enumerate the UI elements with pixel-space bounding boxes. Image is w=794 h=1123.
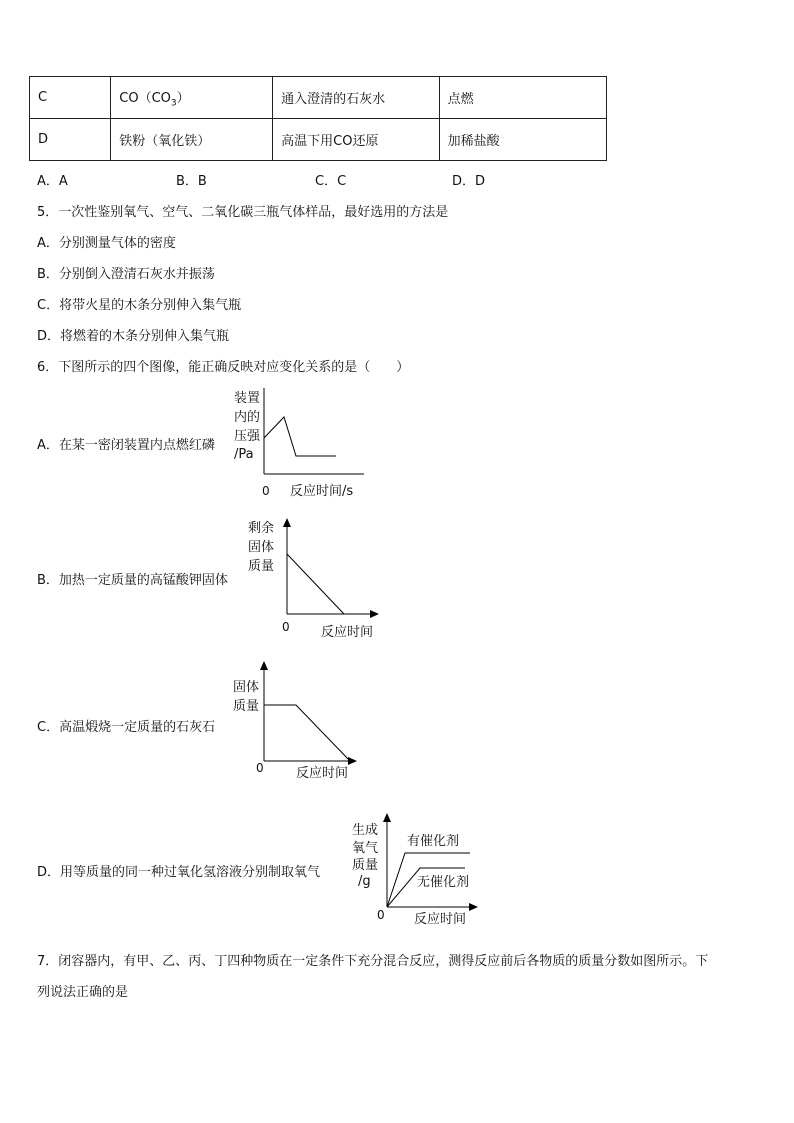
graph-b-origin: 0 bbox=[282, 620, 290, 634]
graph-d-ylabel: 生成 bbox=[352, 823, 379, 838]
q6-stem: 6．下图所示的四个图像，能正确反映对应变化关系的是（ ） bbox=[37, 360, 410, 375]
row-label: D bbox=[30, 119, 111, 161]
graph-b-ylabel: 剩余 bbox=[248, 521, 275, 536]
q7-stem-line2: 列说法正确的是 bbox=[37, 985, 129, 1000]
graph-c-xlabel: 反应时间 bbox=[296, 766, 349, 781]
q6-option-d: D．用等质量的同一种过氧化氢溶液分别制取氧气 bbox=[37, 865, 321, 880]
graph-d-ylabel: 氧气 bbox=[352, 841, 379, 856]
graph-a-xlabel: 反应时间/s bbox=[290, 484, 354, 499]
graph-c-origin: 0 bbox=[256, 761, 264, 775]
graph-d-ylabel: /g bbox=[358, 874, 371, 889]
table-row bbox=[30, 119, 607, 161]
graph-b bbox=[244, 514, 389, 642]
q5-option-d: D．将燃着的木条分别伸入集气瓶 bbox=[37, 329, 230, 344]
graph-a-origin: 0 bbox=[262, 484, 270, 498]
graph-d-ylabel: 质量 bbox=[352, 858, 379, 873]
graph-c-ylabel: 质量 bbox=[233, 699, 260, 714]
graph-a-ylabel: /Pa bbox=[234, 447, 254, 462]
method2-cell: 点燃 bbox=[439, 77, 606, 119]
graph-a-ylabel: 装置 bbox=[234, 391, 261, 406]
q4-choice-a: A．A bbox=[37, 174, 68, 189]
q5-option-b: B．分别倒入澄清石灰水并振荡 bbox=[37, 267, 215, 282]
q6-option-c: C．高温煅烧一定质量的石灰石 bbox=[37, 720, 216, 735]
graph-a-ylabel: 压强 bbox=[234, 429, 261, 444]
graph-b-curve bbox=[287, 554, 344, 614]
graph-c-y-arrow bbox=[260, 661, 268, 670]
q5-option-a: A．分别测量气体的密度 bbox=[37, 236, 176, 251]
graph-b-x-arrow bbox=[370, 610, 379, 618]
graph-a-curve bbox=[264, 417, 336, 456]
q4-choice-b: B．B bbox=[176, 174, 207, 189]
q5-option-c: C．将带火星的木条分别伸入集气瓶 bbox=[37, 298, 242, 313]
graph-d-curve-no-catalyst-label: 无催化剂 bbox=[417, 875, 470, 890]
graph-a-ylabel: 内的 bbox=[234, 410, 261, 425]
graph-d-x-arrow bbox=[469, 903, 478, 911]
graph-d bbox=[350, 808, 490, 930]
options-table bbox=[29, 76, 607, 161]
graph-d-y-arrow bbox=[383, 813, 391, 822]
q4-choice-c: C．C bbox=[315, 174, 347, 189]
substance-cell: 铁粉（氧化铁） bbox=[111, 119, 273, 161]
method1-cell: 通入澄清的石灰水 bbox=[273, 77, 439, 119]
graph-c-ylabel: 固体 bbox=[233, 680, 260, 695]
substance-cell: $CO(CO_3)$ bbox=[111, 77, 273, 119]
graph-c-curve bbox=[264, 705, 350, 761]
graph-d-xlabel: 反应时间 bbox=[414, 912, 467, 927]
graph-b-ylabel: 固体 bbox=[248, 540, 275, 555]
graph-b-xlabel: 反应时间 bbox=[321, 625, 374, 640]
graph-d-origin: 0 bbox=[377, 908, 385, 922]
graph-d-curve-catalyst-label: 有催化剂 bbox=[407, 834, 460, 849]
table-row bbox=[30, 77, 607, 119]
graph-c bbox=[228, 656, 368, 784]
q6-option-a: A．在某一密闭装置内点燃红磷 bbox=[37, 438, 215, 453]
graph-a bbox=[228, 386, 368, 502]
method1-cell: 高温下用CO还原 bbox=[273, 119, 439, 161]
q7-stem-line1: 7．闭容器内，有甲、乙、丙、丁四种物质在一定条件下充分混合反应，测得反应前后各物质的质量分数如图所示。下 bbox=[37, 954, 709, 969]
q6-option-b: B．加热一定质量的高锰酸钾固体 bbox=[37, 573, 228, 588]
row-label: C bbox=[30, 77, 111, 119]
graph-b-y-arrow bbox=[283, 518, 291, 527]
graph-b-ylabel: 质量 bbox=[248, 559, 275, 574]
q4-choice-d: D．D bbox=[452, 174, 486, 189]
method2-cell: 加稀盐酸 bbox=[439, 119, 606, 161]
q5-stem: 5．一次性鉴别氧气、空气、二氧化碳三瓶气体样品，最好选用的方法是 bbox=[37, 205, 449, 220]
